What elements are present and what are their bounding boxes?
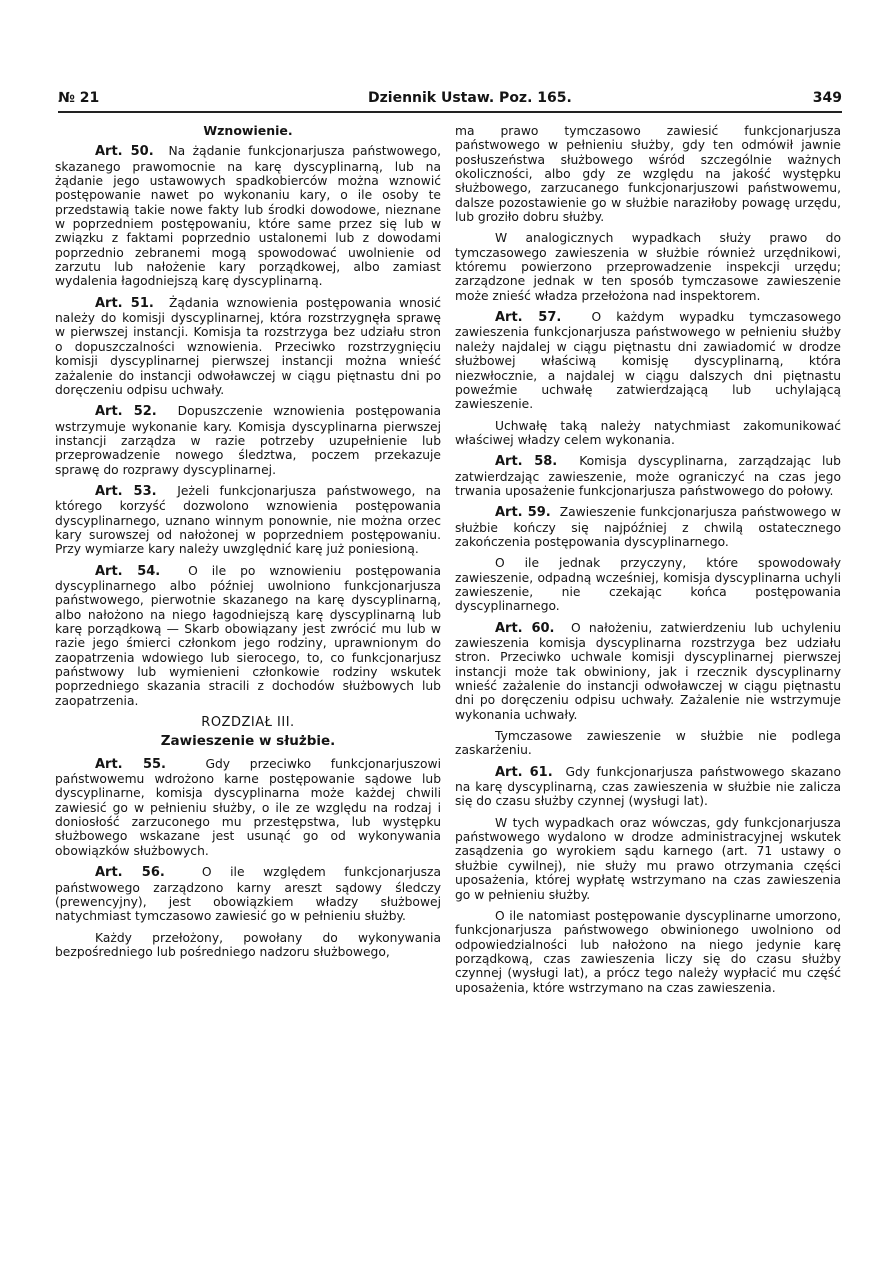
article-paragraph: [455, 454, 841, 498]
paragraph: [455, 816, 841, 902]
article-paragraph: [55, 484, 441, 557]
article-number: Art. 55.: [95, 756, 166, 772]
article-text: Zawieszenie funkcjonarjusza państwowego w służbie kończy się najpóźniej z chwilą ostatecznego zakończenia postępowania dyscyplinarnego.: [455, 505, 841, 549]
article-paragraph: [455, 310, 841, 411]
article-text: Gdy przeciwko funkcjonarjuszowi państwowemu wdrożono karne postępowanie sądowe lub dyscyplinarne, komisja dyscyplinarna może każdej chwili zawiesić go w pełnieniu służby, o ile ze względu na rodzaj i doniosłość zarzuconego mu przestępstwa, lub występku służbowego wskazane jest usunąć go od wykonywania obowiązków służbowych.: [55, 756, 441, 858]
article-paragraph: [55, 865, 441, 923]
article-text: O każdym wypadku tymczasowego zawieszenia funkcjonarjusza państwowego w pełnieniu służby należy najdalej w ciągu piętnastu dni zawiadomić w drodze służbowej właściwą komisję dyscyplinarną, która niezwłocznie, a najdalej w ciągu dalszych dni piętnastu poweźmie uchwałę zatwierdzającą lub uchylającą zawieszenie.: [455, 310, 842, 412]
article-text: O nałożeniu, zatwierdzeniu lub uchyleniu zawieszenia komisja dyscyplinarna rozstrzyga bez udziału stron. Przeciwko uchwale komisji dyscyplinarnej pierwszej instancji może tak obwiniony, jak i rzecznik dyscyplinarny wnieść zażalenie do instancji odwoławczej w ciągu piętnastu dni po doręczeniu odpisu uchwały. Zażalenie nie wstrzymuje wykonania uchwały.: [455, 620, 841, 722]
issue-number: № 21: [58, 90, 100, 106]
article-paragraph: [455, 505, 841, 549]
article-paragraph: [55, 296, 441, 397]
article-text: Komisja dyscyplinarna, zarządzając lub zatwierdzając zawieszenie, może ograniczyć na czas jego trwania uposażenie funkcjonarjusza państwowego do połowy.: [455, 454, 841, 498]
paragraph: [455, 231, 841, 303]
section-heading: Zawieszenie w służbie.: [160, 733, 336, 750]
article-text: O ile natomiast postępowanie dyscyplinarne umorzono, funkcjonarjusza państwowego obwinionego uwolniono od odpowiedzialności lub nałożono na niego jedynie karę porządkową, czas zawieszenia liczy się do czasu służby czynnej (wysługi lat), a prócz tego należy wypłacić mu część uposażenia, które wstrzymano na czas zawieszenia.: [455, 908, 841, 995]
article-text: Uchwałę taką należy natychmiast zakomunikować właściwej władzy celem wykonania.: [455, 418, 841, 447]
article-text: Żądania wznowienia postępowania wnosić należy do komisji dyscyplinarnej, która rozstrzygnęła sprawę w pierwszej instancji. Komisja ta rozstrzyga bez udziału stron o dopuszczalności wznowienia. Przeciwko rozstrzygnięciu komisji dyscyplinarnej pierwszej instancji można wnieść zażalenie do instancji odwoławczej w ciągu piętnastu dni po doręczeniu odpisu uchwały.: [55, 295, 441, 397]
article-number: Art. 59.: [495, 505, 551, 521]
page-number: 349: [812, 90, 842, 106]
article-text: W tych wypadkach oraz wówczas, gdy funkcjonarjusza państwowego wydalono w drodze administracyjnej wskutek zasądzenia go wyrokiem sądu karnego (art. 71 ustawy o służbie cywilnej), nie służy mu prawo otrzymania części uposażenia, której wypłatę wstrzymano na czas zawieszenia go w pełnieniu służby.: [455, 815, 841, 902]
page-header: [58, 90, 842, 112]
article-text: Na żądanie funkcjonarjusza państwowego, skazanego prawomocnie na karę dyscyplinarną, lub na żądanie jego ustawowych spadkobierców można wznowić postępowanie nawet po wykonaniu kary, o ile osoby te przedstawią takie nowe fakty lub środki dowodowe, nieznane w poprzedniem postępowaniu, które same przez się lub w związku z faktami poprzednio ustalonemi lub z dowodami poprzednio zebranemi mogą spowodować uwolnienie od zarzutu lub nałożenie kary porządkowej, albo zamiast wydalenia łagodniejszą karę dyscyplinarną.: [55, 144, 441, 289]
header-rule: [58, 111, 842, 113]
article-number: Art. 58.: [495, 454, 558, 470]
article-text: Jeżeli funkcjonarjusza państwowego, na którego korzyść dozwolono wznowienia postępowania dyscyplinarnego, uznano winnym ponownie, nie można orzec kary surowszej od nałożonej w poprzedniem postępowaniu. Przy wymiarze kary należy uwzględnić karę już poniesioną.: [55, 483, 441, 557]
article-paragraph: [55, 144, 441, 288]
paragraph: [455, 909, 841, 995]
paragraph: [455, 729, 841, 758]
article-text: O ile jednak przyczyny, które spowodowały zawieszenie, odpadną wcześniej, komisja dyscyplinarna uchyli zawieszenie, nie czekając końca postępowania dyscyplinarnego.: [455, 556, 841, 614]
article-text: O ile po wznowieniu postępowania dyscyplinarnego albo później uwolniono funkcjonarjusza państwowego, pierwotnie skazanego na karę dyscyplinarną, albo nałożono na niego łagodniejszą karę dyscyplinarną lub karę porządkową — Skarb obowiązany jest zwrócić mu lub w razie jego śmierci członkom jego rodziny, uprawnionym do zaopatrzenia wdowiego lub sierocego, to, co funkcjonarjusz państwowy lub wymienieni członkowie rodziny wskutek poprzedniego skazania stracili z dochodów służbowych lub zaopatrzenia.: [55, 563, 441, 708]
article-number: Art. 61.: [495, 764, 553, 780]
paragraph: [55, 931, 441, 960]
article-number: Art. 60.: [495, 620, 555, 636]
article-number: Art. 53.: [95, 483, 157, 499]
article-number: Art. 51.: [95, 295, 154, 311]
article-paragraph: [55, 757, 441, 858]
chapter-heading: ROZDZIAŁ III.: [201, 715, 295, 731]
right-column: [455, 124, 841, 1002]
article-text: Gdy funkcjonarjusza państwowego skazano na karę dyscyplinarną, czas zawieszenia w służbie nie zalicza się do czasu służby czynnej (wysługi lat).: [455, 764, 842, 809]
paragraph: [455, 419, 841, 448]
section-heading: Wznowienie.: [203, 123, 293, 138]
article-number: Art. 52.: [95, 404, 157, 420]
article-text: Dopuszczenie wznowienia postępowania wstrzymuje wykonanie kary. Komisja dyscyplinarna pierwszej instancji zarządza w razie potrzeby uzupełnienie lub przeprowadzenie nowego śledztwa, poczem przekazuje sprawę do rozprawy dyscyplinarnej.: [55, 404, 441, 477]
article-number: Art. 57.: [495, 310, 562, 326]
article-paragraph: [455, 621, 841, 722]
article-number: Art. 50.: [95, 144, 154, 160]
paragraph: [455, 124, 841, 224]
article-text: O ile względem funkcjonarjusza państwowego zarządzono karny areszt sądowy śledczy (prewencyjny), jest obowiązkiem władzy służbowej natychmiast tymczasowo zawiesić go w pełnieniu służby.: [55, 865, 442, 924]
article-text: W analogicznych wypadkach służy prawo do tymczasowego zawieszenia w służbie również urzędnikowi, któremu powierzono przeprowadzenie inspekcji urzędu; zarządzone jednak w ten sposób tymczasowe zawieszenie może znieść władza przełożona nad inspektorem.: [455, 231, 841, 303]
article-number: Art. 56.: [95, 865, 165, 881]
journal-title: Dziennik Ustaw. Poz. 165.: [368, 90, 572, 106]
article-text: Każdy przełożony, powołany do wykonywania bezpośredniego lub pośredniego nadzoru służbowego,: [55, 930, 441, 959]
article-paragraph: [455, 765, 841, 809]
paragraph: [455, 556, 841, 613]
article-text: Tymczasowe zawieszenie w służbie nie podlega zaskarżeniu.: [455, 729, 841, 758]
article-number: Art. 54.: [95, 563, 161, 579]
left-column: [55, 124, 441, 966]
article-text: ma prawo tymczasowo zawiesić funkcjonarjusza państwowego w pełnieniu służby, gdy ten odmówił jawnie posłuszeństwa służbowego wśród szczególnie ważnych okoliczności, albo gdy ze względu na jakość występku służbowego, zarzucanego funkcjonarjuszowi państwowemu, dalsze pozostawienie go w służbie naraziłoby powagę urzędu, lub groziło dobru służby.: [455, 124, 841, 225]
article-paragraph: [55, 404, 441, 477]
article-paragraph: [55, 564, 441, 708]
